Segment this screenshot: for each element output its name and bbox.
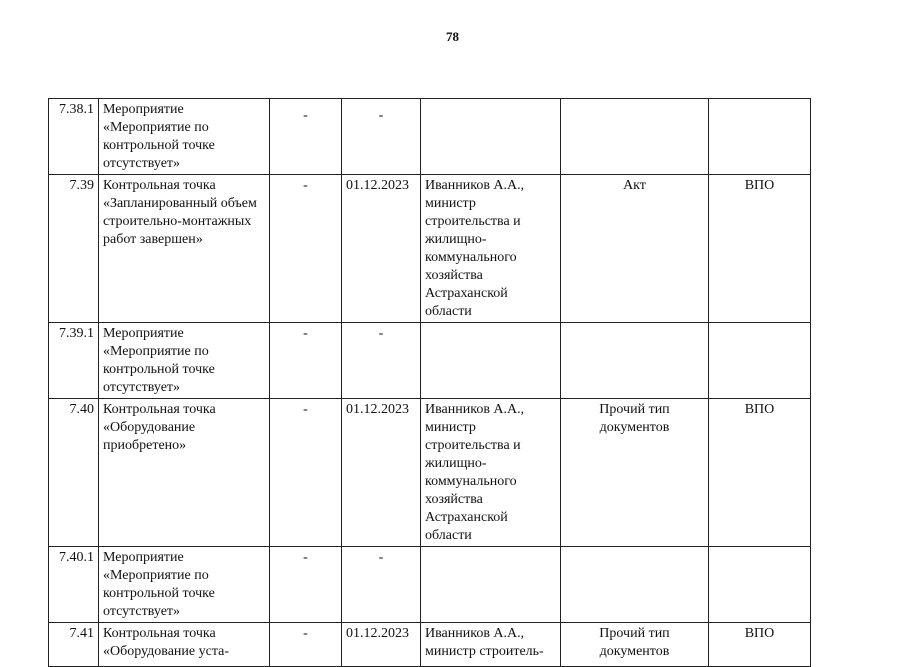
row-title: Контрольная точка «Запланированный объем строительно-монтажных работ завершен» bbox=[99, 175, 270, 323]
row-info-system: ВПО bbox=[709, 623, 811, 667]
row-responsible: Иванников А.А., министр строительства и жилищно-коммунального хозяйства Астраханской области bbox=[421, 399, 561, 547]
table-row bbox=[49, 547, 811, 623]
row-responsible bbox=[421, 323, 561, 399]
row-info-system: ВПО bbox=[709, 399, 811, 547]
row-responsible bbox=[421, 547, 561, 623]
row-number: 7.39 bbox=[49, 175, 99, 323]
row-title: Контрольная точка «Оборудование уста- bbox=[99, 623, 270, 667]
row-responsible: Иванников А.А., министр строительства и жилищно-коммунального хозяйства Астраханской области bbox=[421, 175, 561, 323]
row-title: Мероприятие «Мероприятие по контрольной точке отсутствует» bbox=[99, 323, 270, 399]
row-info-system: ВПО bbox=[709, 175, 811, 323]
row-title: Мероприятие «Мероприятие по контрольной точке отсутствует» bbox=[99, 547, 270, 623]
row-info-system bbox=[709, 323, 811, 399]
row-end-date: 01.12.2023 bbox=[342, 399, 421, 547]
table-row bbox=[49, 323, 811, 399]
row-document: Прочий тип документов bbox=[561, 623, 709, 667]
row-info-system bbox=[709, 99, 811, 175]
row-end-date: - bbox=[342, 323, 421, 399]
row-info-system bbox=[709, 547, 811, 623]
row-end-date: 01.12.2023 bbox=[342, 175, 421, 323]
table-row bbox=[49, 399, 811, 547]
row-number: 7.40 bbox=[49, 399, 99, 547]
row-start-date: - bbox=[270, 547, 342, 623]
row-number: 7.39.1 bbox=[49, 323, 99, 399]
row-title: Контрольная точка «Оборудование приобретено» bbox=[99, 399, 270, 547]
row-document: Акт bbox=[561, 175, 709, 323]
row-end-date: 01.12.2023 bbox=[342, 623, 421, 667]
plan-table bbox=[48, 98, 811, 667]
row-start-date: - bbox=[270, 399, 342, 547]
page-number: 78 bbox=[446, 29, 459, 44]
row-document: Прочий тип документов bbox=[561, 399, 709, 547]
table-row bbox=[49, 175, 811, 323]
row-document bbox=[561, 547, 709, 623]
row-number: 7.40.1 bbox=[49, 547, 99, 623]
row-responsible bbox=[421, 99, 561, 175]
row-number: 7.41 bbox=[49, 623, 99, 667]
row-start-date: - bbox=[270, 175, 342, 323]
row-end-date: - bbox=[342, 547, 421, 623]
row-start-date: - bbox=[270, 323, 342, 399]
row-end-date: - bbox=[342, 99, 421, 175]
table-row bbox=[49, 623, 811, 667]
table-row bbox=[49, 99, 811, 175]
row-document bbox=[561, 323, 709, 399]
row-title: Мероприятие «Мероприятие по контрольной точке отсутствует» bbox=[99, 99, 270, 175]
row-number: 7.38.1 bbox=[49, 99, 99, 175]
row-start-date: - bbox=[270, 623, 342, 667]
row-document bbox=[561, 99, 709, 175]
row-start-date: - bbox=[270, 99, 342, 175]
row-responsible: Иванников А.А., министр строитель- bbox=[421, 623, 561, 667]
